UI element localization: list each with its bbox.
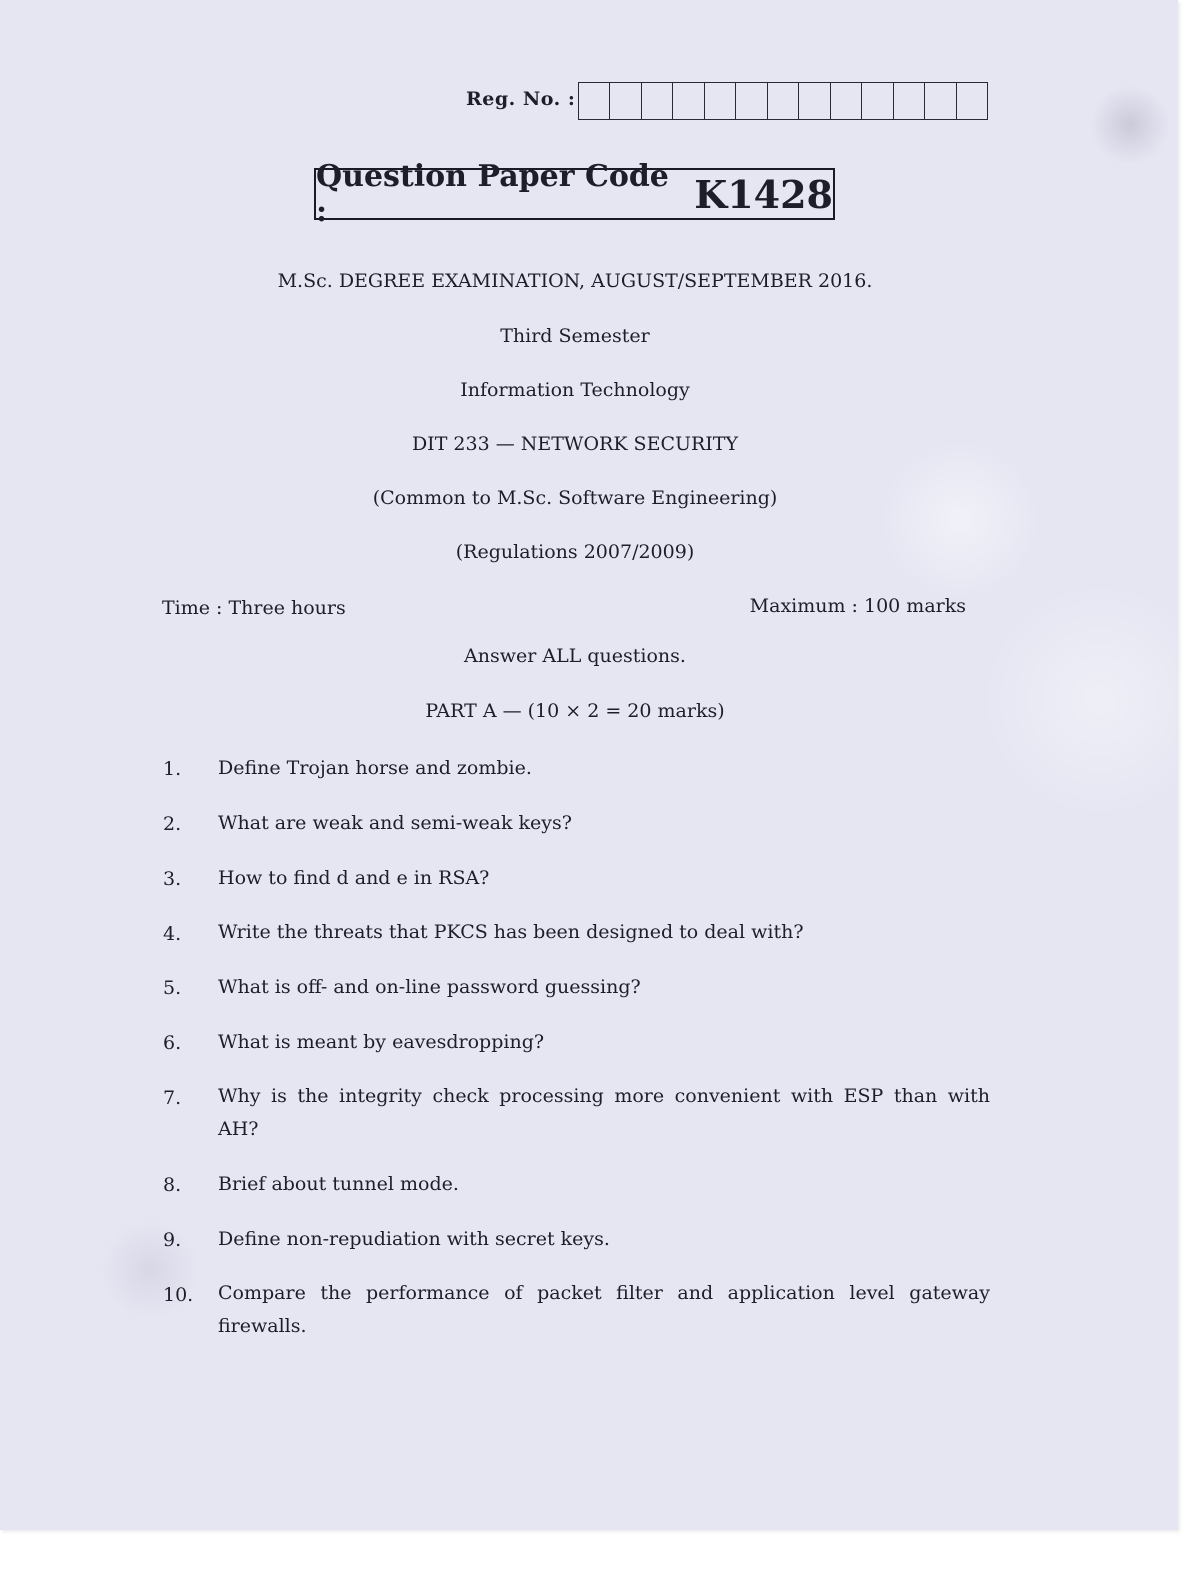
reg-no-cell — [799, 83, 830, 119]
question-text: What is meant by eavesdropping? — [218, 1031, 545, 1053]
question-paper-code-value: K1428 — [694, 171, 833, 217]
reg-no-cell — [673, 83, 704, 119]
question-paper-code-label: Question Paper Code : — [316, 159, 669, 229]
question-text-line: firewalls. — [218, 1315, 307, 1337]
question-text: Define Trojan horse and zombie. — [218, 757, 532, 779]
question-number: 1. — [163, 758, 182, 780]
exam-title: M.Sc. DEGREE EXAMINATION, AUGUST/SEPTEMBER 2016. — [277, 270, 873, 292]
reg-no-label: Reg. No. : — [466, 88, 576, 110]
semester: Third Semester — [500, 325, 650, 347]
question-text-line: Compare the performance of packet filter and application level gateway — [218, 1282, 990, 1304]
question-number: 7. — [163, 1087, 182, 1109]
question-text-line: AH? — [218, 1118, 259, 1140]
reg-no-cell — [862, 83, 893, 119]
reg-no-cell — [705, 83, 736, 119]
time-allowed: Time : Three hours — [162, 597, 346, 619]
question-text-line: Why is the integrity check processing more convenient with ESP than with — [218, 1085, 990, 1107]
reg-no-cell — [642, 83, 673, 119]
department: Information Technology — [460, 379, 690, 401]
reg-no-cell — [768, 83, 799, 119]
question-number: 2. — [163, 813, 182, 835]
question-number: 6. — [163, 1032, 182, 1054]
question-number: 9. — [163, 1229, 182, 1251]
question-number: 8. — [163, 1174, 182, 1196]
question-text: Brief about tunnel mode. — [218, 1173, 459, 1195]
instruction: Answer ALL questions. — [464, 645, 686, 667]
regulations: (Regulations 2007/2009) — [455, 541, 695, 563]
question-text: What is off- and on-line password guessing? — [218, 976, 641, 998]
question-number: 5. — [163, 977, 182, 999]
question-number: 10. — [163, 1284, 194, 1306]
reg-no-cell — [894, 83, 925, 119]
question-text: Define non-repudiation with secret keys. — [218, 1228, 610, 1250]
question-paper-code-box — [314, 159, 835, 229]
reg-no-cell — [957, 83, 987, 119]
maximum-marks: Maximum : 100 marks — [749, 595, 966, 617]
question-text: What are weak and semi-weak keys? — [218, 812, 572, 834]
question-number: 3. — [163, 868, 182, 890]
question-text — [218, 1080, 990, 1146]
subject: DIT 233 — NETWORK SECURITY — [411, 433, 739, 455]
reg-no-cell — [736, 83, 767, 119]
question-text: Write the threats that PKCS has been designed to deal with? — [218, 921, 804, 943]
reg-no-cell — [579, 83, 610, 119]
question-text — [218, 1277, 990, 1343]
reg-no-cell — [925, 83, 956, 119]
reg-no-cell — [610, 83, 641, 119]
question-text: How to find d and e in RSA? — [218, 867, 490, 889]
common-to: (Common to M.Sc. Software Engineering) — [372, 487, 778, 509]
question-number: 4. — [163, 923, 182, 945]
reg-no-cell — [831, 83, 862, 119]
part-heading: PART A — (10 × 2 = 20 marks) — [425, 700, 725, 722]
reg-no-boxes — [578, 82, 988, 120]
